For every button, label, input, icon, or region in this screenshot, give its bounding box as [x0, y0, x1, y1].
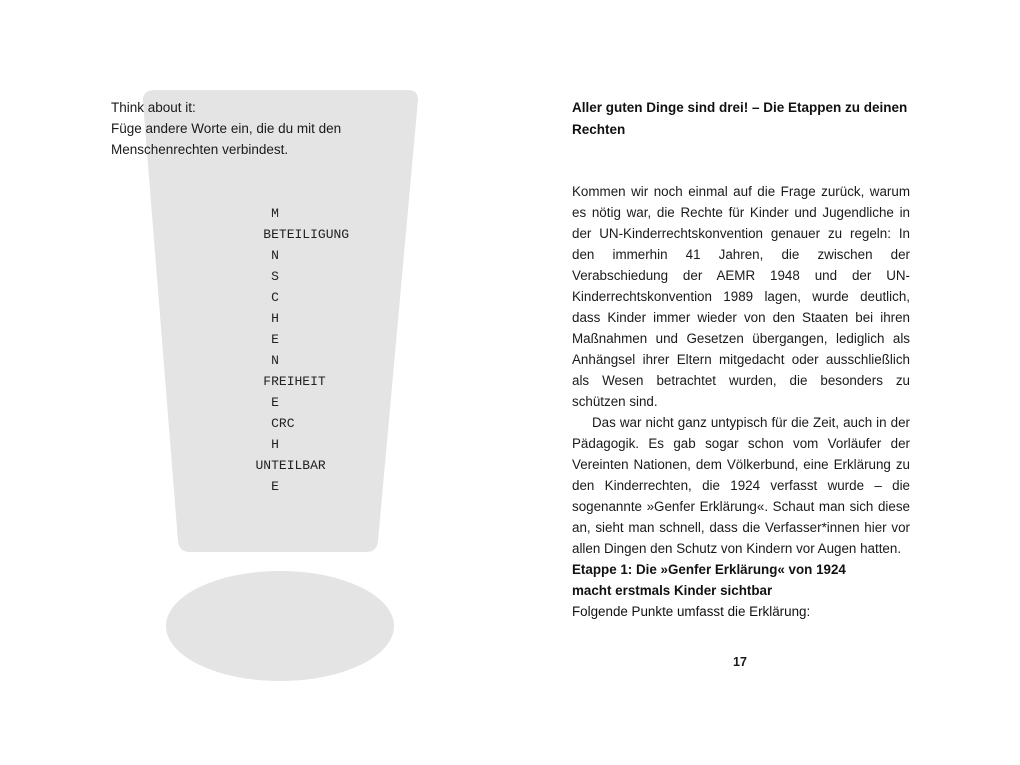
acrostic-row: N	[271, 248, 279, 263]
stage-1-section	[572, 559, 910, 622]
acrostic-row: CRC	[271, 416, 295, 431]
acrostic-row: E	[271, 479, 279, 494]
acrostic-row: E	[271, 395, 279, 410]
acrostic-row: FREIHEIT	[263, 374, 326, 389]
page-number: 17	[733, 655, 747, 669]
acrostic-row: N	[271, 353, 279, 368]
acrostic-row: UNTEILBAR	[255, 458, 326, 473]
acrostic-row: M	[271, 206, 279, 221]
stage-title-line-2: macht erstmals Kinder sichtbar	[572, 583, 773, 598]
exclamation-dot	[166, 571, 394, 681]
stage-title-line-1: Etappe 1: Die »Genfer Erklärung« von 1924	[572, 562, 846, 577]
section-heading: Aller guten Dinge sind drei! – Die Etappen zu deinen Rechten	[572, 100, 908, 137]
acrostic-row: C	[271, 290, 279, 305]
body-text	[572, 181, 910, 559]
acrostic-row: S	[271, 269, 279, 284]
think-instruction: Füge andere Worte ein, die du mit den Menschenrechten verbindest.	[111, 121, 342, 157]
stage-intro: Folgende Punkte umfasst die Erklärung:	[572, 604, 811, 619]
think-title: Think about it:	[111, 100, 196, 115]
acrostic-row: E	[271, 332, 279, 347]
acrostic-row: H	[271, 437, 279, 452]
paragraph-1: Kommen wir noch einmal auf die Frage zurück, warum es nötig war, die Rechte für Kinder und Jugendliche in der UN-Kinderrechtskonvention genauer zu regeln: In den immerhin 41 Jahren, die zwischen der Verabschiedung der AEMR 1948 und der UN-Kinderrechtskonvention 1989 lagen, wurde deutlich, dass Kinder immer wieder von den Staaten bei ihren Maßnahmen und Gesetzen übergangen, lediglich als Anhängsel ihrer Eltern mitgedacht oder ausschließlich als Wesen betrachtet wurden, die besonders zu schützen sind.	[572, 184, 910, 409]
acrostic-row: BETEILIGUNG	[263, 227, 350, 242]
acrostic-row: H	[271, 311, 279, 326]
paragraph-2: Das war nicht ganz untypisch für die Zeit, auch in der Pädagogik. Es gab sogar schon vom Vorläufer der Vereinten Nationen, dem Völkerbund, eine Erklärung zu den Kinderrechten, die 1924 verfasst wurde – die sogenannte »Genfer Erklärung«. Schaut man sich diese an, sieht man schnell, dass die Verfasser*innen hier vor allen Dingen den Schutz von Kindern vor Augen hatten.	[572, 415, 910, 556]
think-about-it-box	[111, 97, 451, 160]
